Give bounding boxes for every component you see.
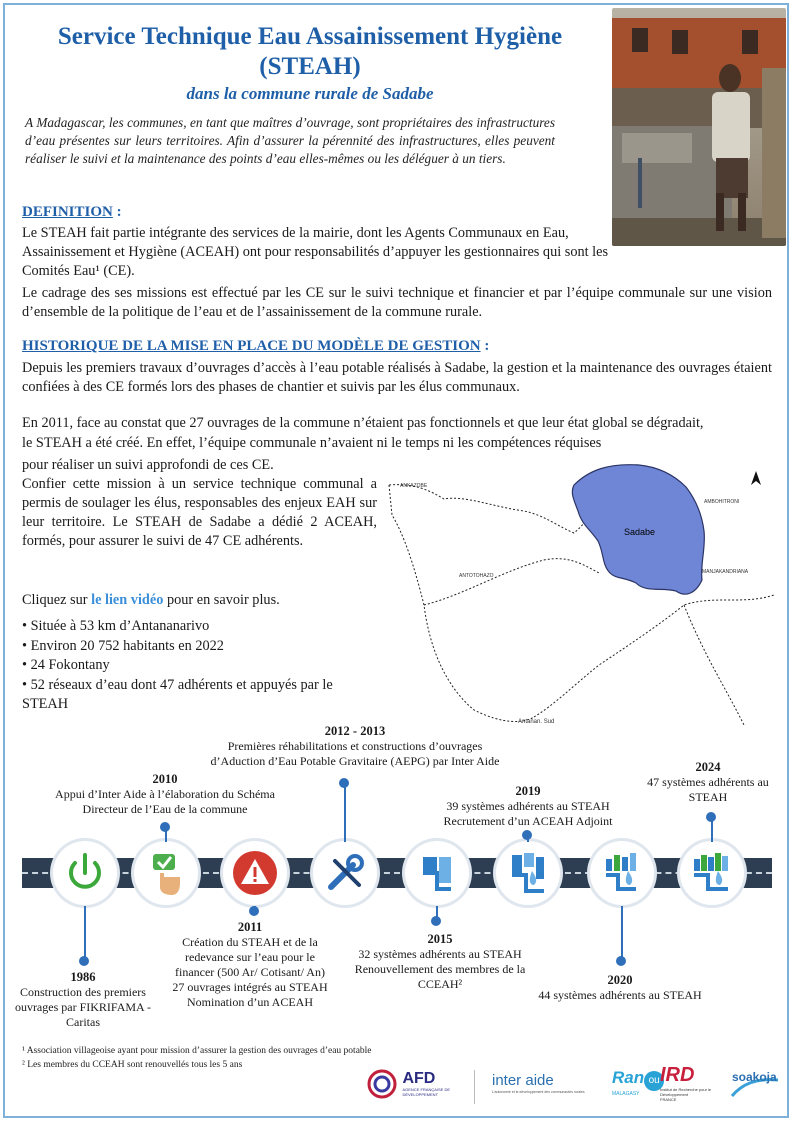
timeline-event-2020: 2020 44 systèmes adhérents au STEAH <box>538 973 702 1002</box>
north-arrow-icon <box>751 471 761 485</box>
ranolo-logo: Ran ou MALAGASY <box>612 1068 664 1097</box>
timeline-event-2015: 2015 32 systèmes adhérents au STEAH Renouvellement des membres de la CCEAH² <box>354 932 526 991</box>
fact-item: • 24 Fokontany <box>22 657 110 673</box>
svg-text:MANJAKANDRIANA: MANJAKANDRIANA <box>702 569 749 575</box>
tools-icon <box>313 841 377 905</box>
svg-text:Antanan. Sud: Antanan. Sud <box>518 719 555 725</box>
afd-logo: AFD AGENCE FRANÇAISE DE DÉVELOPPEMENT <box>366 1068 462 1100</box>
title-line-1: Service Technique Eau Assainissement Hygiène <box>57 23 563 50</box>
svg-text:ANTOTOHAZO: ANTOTOHAZO <box>459 573 494 579</box>
history-paragraph-2: En 2011, face au constat que 27 ouvrages de la commune n’étaient pas fonctionnels et que leur état global se dégradait, <box>22 415 704 431</box>
timeline-event-1986: 1986 Construction des premiers ouvrages par FIKRIFAMA - Caritas <box>14 970 152 1029</box>
water-growth-icon <box>590 841 654 905</box>
footnote-2: ² Les membres du CCEAH sont renouvellés tous les 5 ans <box>22 1060 243 1070</box>
water-system-icon <box>405 841 469 905</box>
title-line-2: (STEAH) <box>259 53 361 80</box>
ird-logo: IRD Institut de Recherche pour le Développement FRANCE <box>660 1064 712 1102</box>
history-paragraph-4: pour réaliser un suivi approfondi de ces CE. <box>22 457 274 473</box>
warning-icon <box>223 841 287 905</box>
footnote-1: ¹ Association villageoise ayant pour mission d’assurer la gestion des ouvrages d’eau potable <box>22 1046 372 1056</box>
facts-list <box>22 617 382 715</box>
water-network-icon <box>680 841 744 905</box>
soakoja-logo: soakoja <box>728 1066 784 1102</box>
history-paragraph-1: Depuis les premiers travaux d’ouvrages d’accès à l’eau potable réalisés à Sadabe, la gestion et la maintenance des ouvrages étaient confiées à des CE formés lors des phases de chantier et suivis par les élus communaux. <box>22 360 772 395</box>
page-title <box>20 22 600 82</box>
timeline-event-2011: 2011 Création du STEAH et de la redevance sur l’eau pour le financer (500 Ar/ Cotisant/ An) 27 ouvrages intégrés au STEAH Nomination d’un ACEAH <box>172 920 328 1009</box>
timeline-event-2010: 2010 Appui d’Inter Aide à l’élaboration du Schéma Directeur de l’Eau de la commune <box>55 772 275 816</box>
timeline-event-2019: 2019 39 systèmes adhérents au STEAH Recrutement d’un ACEAH Adjoint <box>443 784 613 828</box>
timeline-event-2012-2013: 2012 - 2013 Premières réhabilitations et constructions d’ouvrages d’Aduction d’Eau Potable Gravitaire (AEPG) par Inter Aide <box>210 724 500 768</box>
history-heading: HISTORIQUE DE LA MISE EN PLACE DU MODÈLE DE GESTION : <box>22 338 490 354</box>
definition-paragraph-2: Le cadrage des ses missions est effectué par les CE sur le suivi technique et financier et par l’équipe communale sur une vision d’ensemble de la politique de l’eau et de l’assainissement de la commune rurale. <box>22 285 772 320</box>
map-label-sadabe: Sadabe <box>624 527 656 537</box>
history-paragraph-3: le STEAH a été créé. En effet, l’équipe communale n’avaient ni le temps ni les compétences réquises <box>22 435 602 451</box>
svg-text:ANKAZOBE: ANKAZOBE <box>400 483 428 489</box>
definition-paragraph-1: Le STEAH fait partie intégrante des services de la mairie, dont les Agents Communaux en Eau, Assainissement et Hygiène (ACEAH) ont pour responsabilités d’appuyer les gestionnaires qui sont les Comités Eau¹ (CE). <box>22 225 609 279</box>
fact-item: • 52 réseaux d’eau dont 47 adhérents et appuyés par le STEAH <box>22 676 333 712</box>
intro-paragraph: A Madagascar, les communes, en tant que maîtres d’ouvrage, sont propriétaires des infrastructures d’eau présentes sur leurs territoires. Afin d’assurer la pérennité des infrastructures, elles peuvent réaliser le suivi et la maintenance des points d’eau elles-mêmes ou les déléguer à un tiers. <box>25 115 555 166</box>
video-link[interactable]: le lien vidéo <box>91 592 164 608</box>
commune-map <box>384 455 784 735</box>
inter-aide-logo: inter aide L’autonomie et le développement des communautés rurales <box>492 1072 585 1094</box>
svg-text:AMBOHITRONI: AMBOHITRONI <box>704 499 740 505</box>
fact-item: • Environ 20 752 habitants en 2022 <box>22 637 224 654</box>
header-photo <box>612 8 786 246</box>
checkmark-hand-icon <box>134 841 198 905</box>
video-sentence: Cliquez sur le lien vidéo pour en savoir plus. <box>22 592 280 608</box>
definition-heading: DEFINITION : <box>22 204 122 220</box>
fact-item: • Située à 53 km d’Antananarivo <box>22 618 210 634</box>
power-icon <box>53 841 117 905</box>
timeline-event-2024: 2024 47 systèmes adhérents au STEAH <box>647 760 769 804</box>
history-paragraph-5: Confier cette mission à un service technique communal a permis de soulager les élus, responsables des enjeux EAH sur leur territoire. Le STEAH de Sadabe a dédié 2 ACEAH, formés, pour assurer le suivi de 47 CE adhérents. <box>22 476 377 549</box>
page-subtitle: dans la commune rurale de Sadabe <box>186 84 434 103</box>
water-drop-icon <box>496 841 560 905</box>
